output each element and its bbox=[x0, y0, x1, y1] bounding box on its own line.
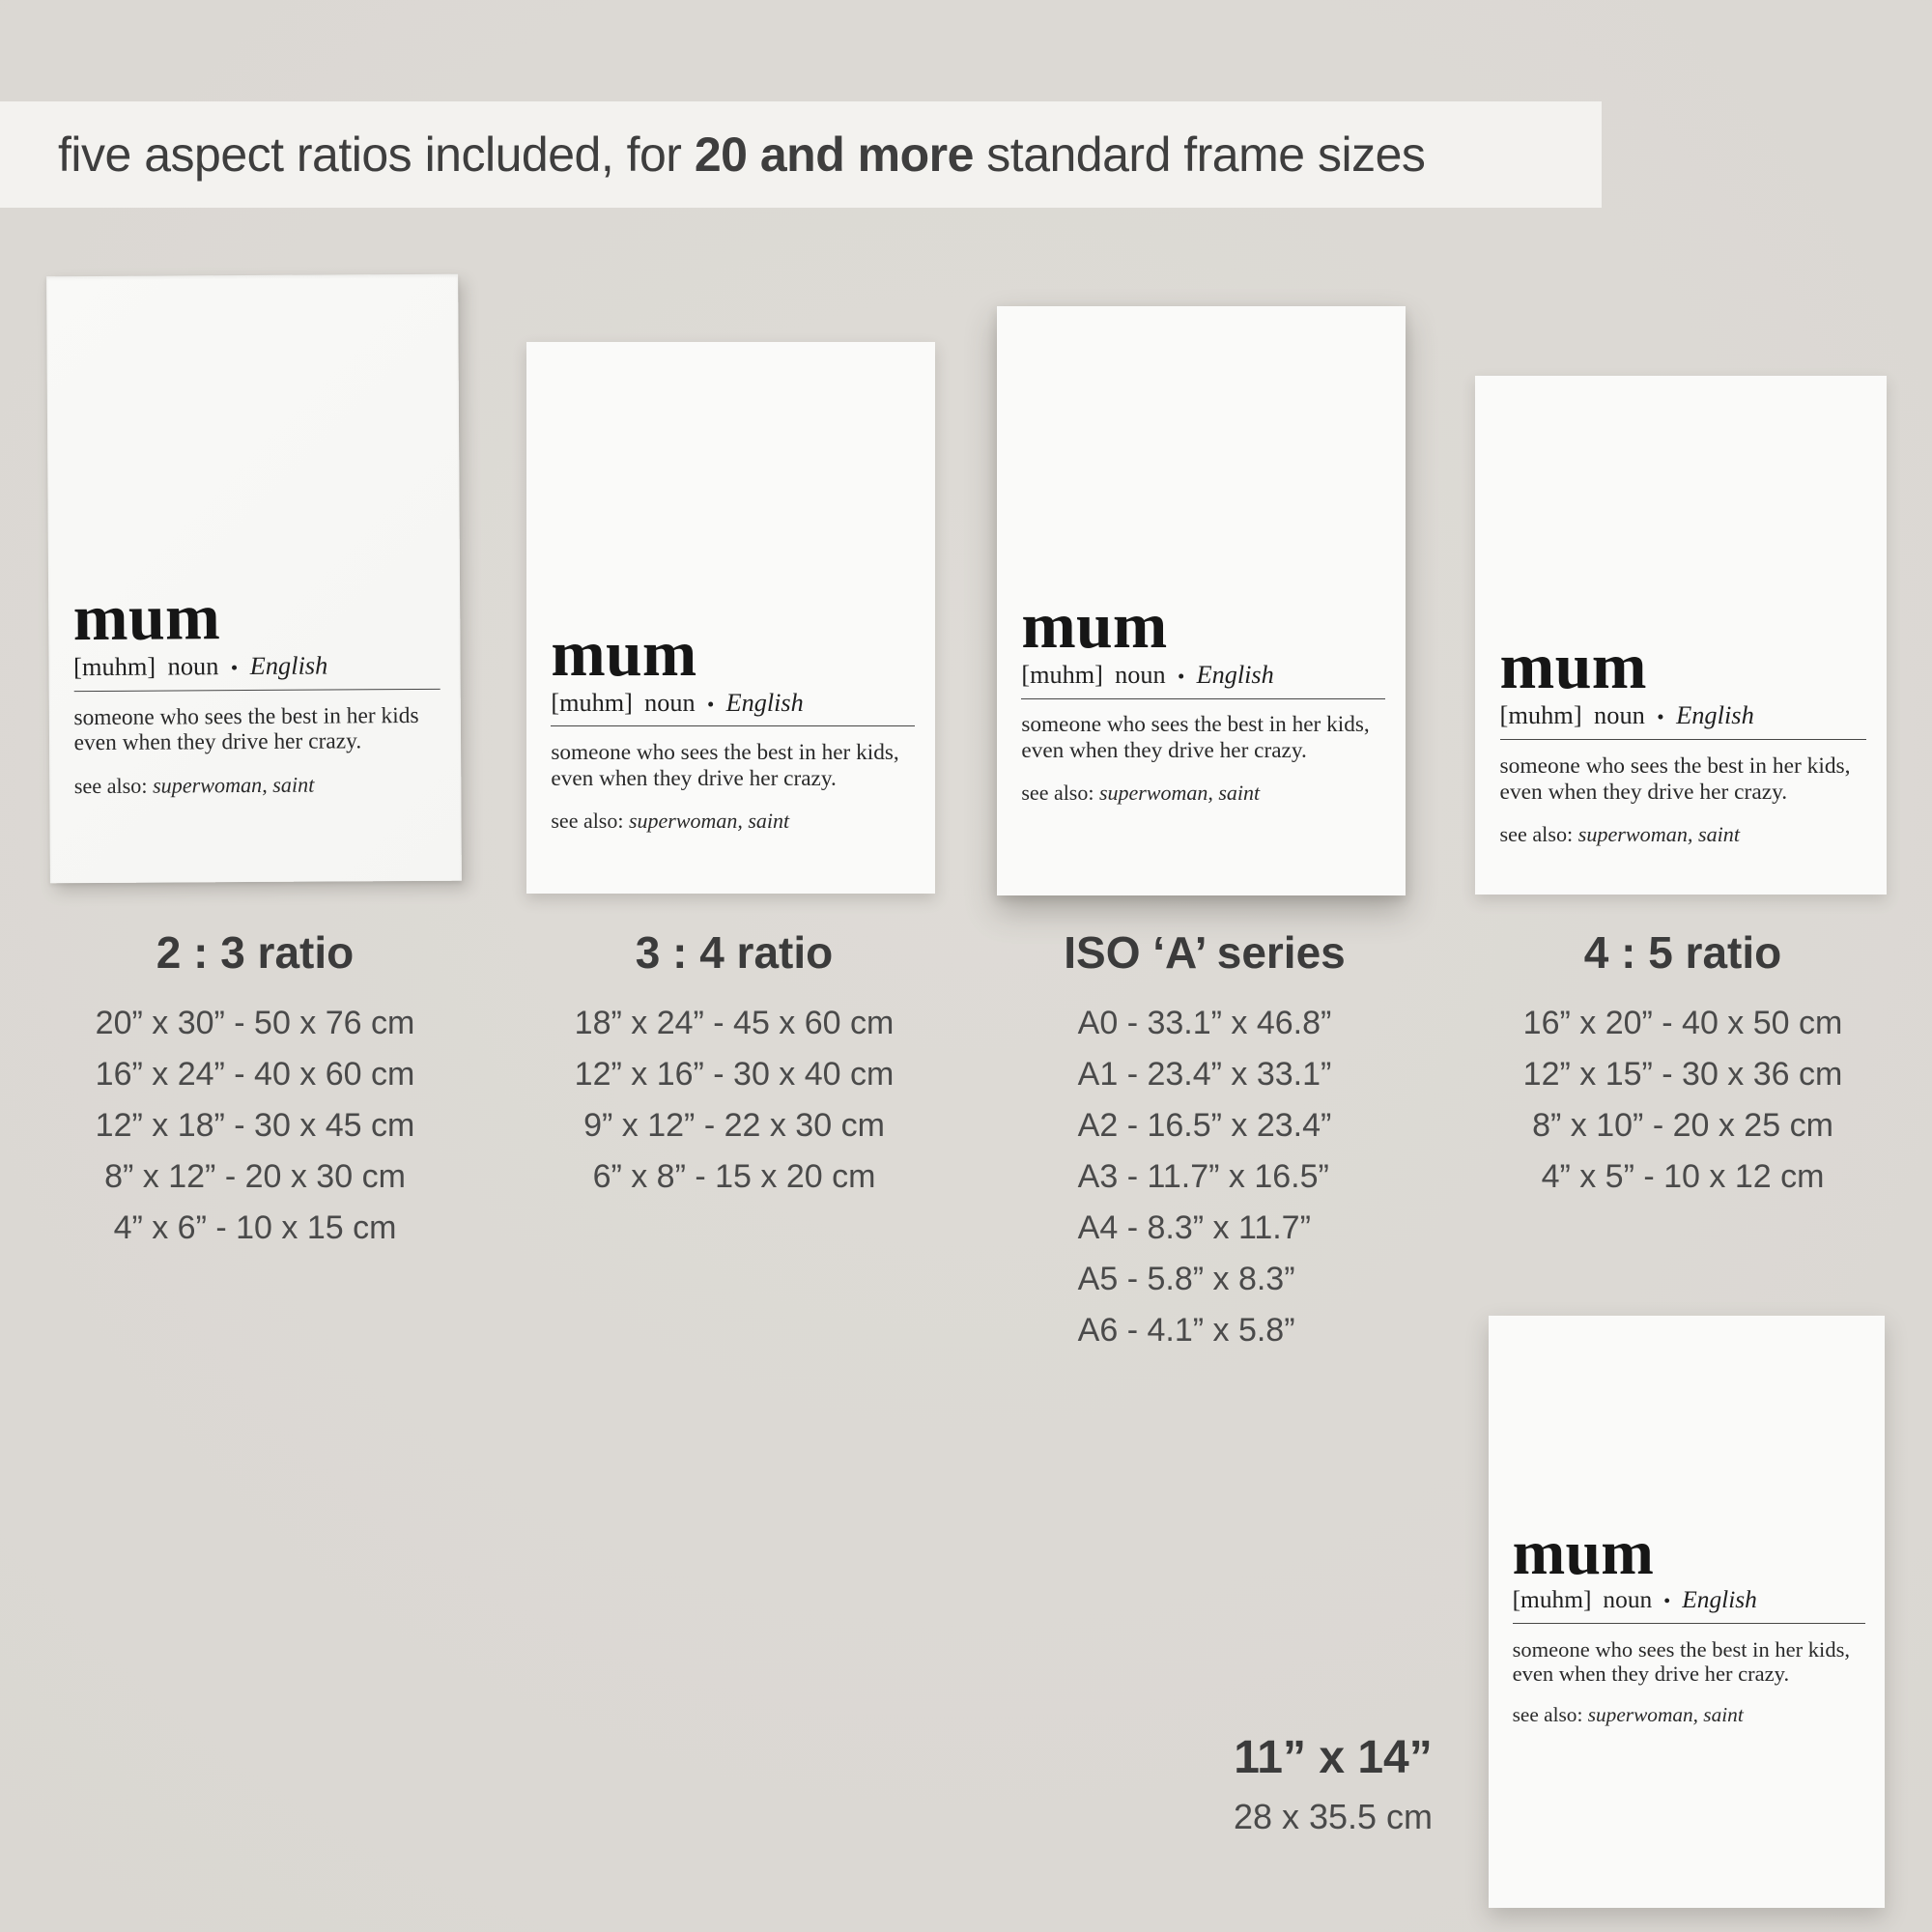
ratio-column-4-5 bbox=[1470, 927, 1895, 1203]
poster-pronunciation-line: [muhm] noun • English bbox=[551, 688, 804, 717]
bottom-size-subtitle: 28 x 35.5 cm bbox=[1233, 1796, 1434, 1836]
size-item: 18” x 24” - 45 x 60 cm bbox=[574, 1004, 895, 1041]
size-item: 8” x 12” - 20 x 30 cm bbox=[104, 1157, 406, 1195]
ratio-title: 4 : 5 ratio bbox=[1583, 927, 1782, 978]
size-item: 4” x 6” - 10 x 15 cm bbox=[113, 1208, 397, 1246]
poster-mockup-2-3 bbox=[46, 274, 462, 884]
size-list bbox=[1078, 998, 1332, 1356]
poster-mockup-11x14 bbox=[1489, 1316, 1885, 1908]
ratio-title: ISO ‘A’ series bbox=[1064, 927, 1346, 978]
size-item: 6” x 8” - 15 x 20 cm bbox=[592, 1157, 876, 1195]
bottom-size-label bbox=[1121, 1733, 1546, 1835]
size-item: 16” x 20” - 40 x 50 cm bbox=[1522, 1004, 1843, 1041]
banner-text: five aspect ratios included, for 20 and more standard frame sizes bbox=[58, 128, 1426, 182]
poster-divider-line bbox=[1021, 698, 1384, 699]
bullet-separator: • bbox=[1663, 1591, 1671, 1613]
poster-word: mum bbox=[1021, 589, 1168, 662]
poster-definition: someone who sees the best in her kids, even when they drive her crazy. bbox=[1021, 712, 1370, 763]
poster-definition-text bbox=[1021, 589, 1384, 806]
size-chart-banner bbox=[0, 101, 1602, 208]
poster-definition: someone who sees the best in her kids even when they drive her crazy. bbox=[73, 702, 419, 756]
size-list bbox=[522, 998, 947, 1203]
size-list bbox=[43, 998, 468, 1254]
size-item: 16” x 24” - 40 x 60 cm bbox=[95, 1055, 415, 1093]
size-item: A1 - 23.4” x 33.1” bbox=[1077, 1055, 1332, 1093]
size-item: A3 - 11.7” x 16.5” bbox=[1077, 1157, 1329, 1195]
poster-definition-text bbox=[1512, 1518, 1865, 1728]
bullet-separator: • bbox=[1657, 704, 1664, 728]
poster-mockup-iso-a bbox=[997, 306, 1406, 895]
poster-pronunciation-line: [muhm] noun • English bbox=[1499, 699, 1754, 729]
bullet-separator: • bbox=[1177, 664, 1185, 688]
poster-divider-line bbox=[1500, 739, 1866, 740]
poster-word: mum bbox=[1512, 1518, 1655, 1588]
size-item: 4” x 5” - 10 x 12 cm bbox=[1541, 1157, 1825, 1195]
poster-pronunciation-line: [muhm] noun • English bbox=[1021, 660, 1274, 689]
poster-definition: someone who sees the best in her kids, even when they drive her crazy. bbox=[551, 740, 899, 791]
bullet-separator: • bbox=[230, 655, 239, 679]
poster-definition: someone who sees the best in her kids, even when they drive her crazy. bbox=[1512, 1636, 1851, 1687]
poster-see-also: see also: superwoman, saint bbox=[73, 772, 315, 799]
poster-definition-text bbox=[551, 616, 914, 834]
poster-mockup-4-5 bbox=[1475, 376, 1887, 895]
poster-see-also: see also: superwoman, saint bbox=[1499, 822, 1741, 847]
banner-highlight: 20 and more bbox=[694, 128, 974, 182]
poster-word: mum bbox=[1499, 628, 1647, 702]
poster-divider-line bbox=[551, 725, 914, 726]
ratio-column-3-4 bbox=[522, 927, 947, 1203]
ratio-column-2-3 bbox=[43, 927, 468, 1254]
size-item: A4 - 8.3” x 11.7” bbox=[1077, 1208, 1311, 1246]
poster-pronunciation-line: [muhm] noun • English bbox=[1512, 1586, 1757, 1614]
poster-definition-text bbox=[1499, 628, 1866, 847]
poster-see-also: see also: superwoman, saint bbox=[551, 809, 790, 834]
poster-see-also: see also: superwoman, saint bbox=[1021, 781, 1261, 806]
poster-see-also: see also: superwoman, saint bbox=[1512, 1703, 1744, 1727]
poster-pronunciation-line: [muhm] noun • English bbox=[73, 650, 328, 681]
ratio-title: 2 : 3 ratio bbox=[156, 927, 355, 978]
size-item: A6 - 4.1” x 5.8” bbox=[1077, 1311, 1295, 1349]
size-item: A5 - 5.8” x 8.3” bbox=[1077, 1260, 1295, 1297]
poster-word: mum bbox=[551, 616, 697, 690]
size-item: 20” x 30” - 50 x 76 cm bbox=[95, 1004, 415, 1041]
bullet-separator: • bbox=[706, 692, 715, 716]
poster-divider-line bbox=[1513, 1623, 1865, 1624]
poster-divider-line bbox=[73, 688, 440, 691]
size-item: A2 - 16.5” x 23.4” bbox=[1077, 1106, 1332, 1144]
size-item: 12” x 15” - 30 x 36 cm bbox=[1522, 1055, 1843, 1093]
poster-mockup-3-4 bbox=[526, 342, 935, 894]
size-item: A0 - 33.1” x 46.8” bbox=[1077, 1004, 1332, 1041]
poster-definition: someone who sees the best in her kids, even when they drive her crazy. bbox=[1499, 753, 1851, 805]
size-item: 8” x 10” - 20 x 25 cm bbox=[1532, 1106, 1833, 1144]
size-list bbox=[1470, 998, 1895, 1203]
size-item: 12” x 18” - 30 x 45 cm bbox=[95, 1106, 415, 1144]
size-item: 9” x 12” - 22 x 30 cm bbox=[583, 1106, 885, 1144]
bottom-size-title: 11” x 14” bbox=[1234, 1732, 1433, 1783]
ratio-column-iso-a bbox=[992, 927, 1417, 1356]
ratio-title: 3 : 4 ratio bbox=[635, 927, 834, 978]
poster-word: mum bbox=[72, 579, 221, 654]
size-item: 12” x 16” - 30 x 40 cm bbox=[574, 1055, 895, 1093]
poster-definition-text bbox=[72, 579, 440, 799]
